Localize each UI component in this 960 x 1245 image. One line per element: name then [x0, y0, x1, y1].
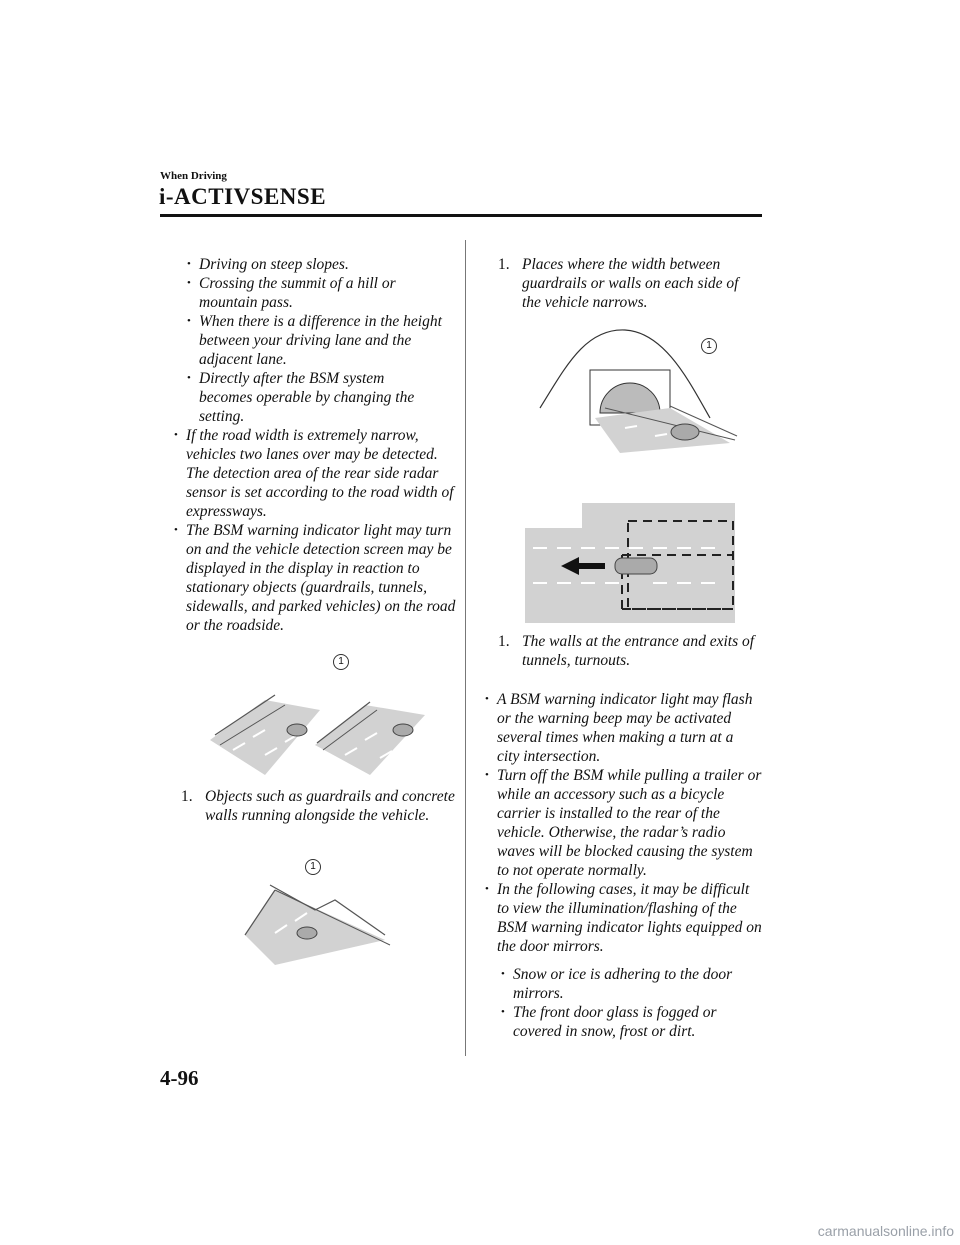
- sub-bullet-item: • When there is a difference in the height between your driving lane and the adjacent lane.: [199, 312, 449, 369]
- page-number: 4-96: [160, 1066, 199, 1090]
- figure-caption: [498, 632, 757, 670]
- bullet-item: • In the following cases, it may be difficult to view the illumination/flashing of the BSM warning indicator lights equipped on the door mirrors.: [497, 880, 763, 956]
- sub-bullet-item: • Snow or ice is adhering to the door mirrors.: [513, 965, 753, 1003]
- sub-bullet-item: • Directly after the BSM system becomes operable by changing the setting.: [199, 369, 439, 426]
- title-rule: [160, 214, 762, 217]
- figure-tunnel: [525, 328, 745, 458]
- bullet-item: • If the road width is extremely narrow, vehicles two lanes over may be detected. The detection area of the rear side radar sensor is set according to the road width of expressways.: [186, 426, 464, 521]
- caption-number: 1.: [181, 788, 193, 805]
- caption-text: Objects such as guardrails and concrete walls running alongside the vehicle.: [205, 788, 455, 824]
- figure-turnout: [525, 503, 735, 628]
- guardrail-illustration: [205, 650, 440, 780]
- bullet-item: • A BSM warning indicator light may flash or the warning beep may be activated several times when making a turn at a city intersection.: [497, 690, 759, 766]
- callout-marker: 1: [333, 654, 349, 670]
- caption-text: The walls at the entrance and exits of tunnels, turnouts.: [522, 633, 755, 669]
- figure-caption: [181, 787, 455, 825]
- page-title: i-ACTIVSENSE: [159, 184, 327, 209]
- sub-bullet-item: • Driving on steep slopes.: [199, 255, 449, 274]
- callout-marker: 1: [701, 338, 717, 354]
- sub-bullet-item: • The front door glass is fogged or covered in snow, frost or dirt.: [513, 1003, 753, 1041]
- section-label: When Driving: [160, 170, 227, 182]
- footer-bar: [0, 1216, 960, 1245]
- callout-marker: 1: [305, 859, 321, 875]
- bullet-item: • The BSM warning indicator light may turn on and the vehicle detection screen may be displayed in the display in reaction to stationary objects (guardrails, tunnels, sidewalls, and parked vehicles) on the road or the roadside.: [186, 521, 456, 635]
- caption-text: Places where the width between guardrails or walls on each side of the vehicle narrows.: [522, 256, 739, 311]
- caption-number: 1.: [498, 633, 510, 650]
- turnout-illustration: [525, 503, 735, 628]
- figure-guardrails: [205, 650, 440, 780]
- column-divider: [465, 240, 466, 1056]
- footer-watermark: carmanualsonline.info: [817, 1223, 954, 1239]
- caption-number: 1.: [498, 256, 510, 273]
- sub-bullet-item: • Crossing the summit of a hill or mountain pass.: [199, 274, 449, 312]
- bullet-item: • Turn off the BSM while pulling a trailer or while an accessory such as a bicycle carrier is installed to the rear of the vehicle. Otherwise, the radar’s radio waves will be blocked causing the system to not operate normally.: [497, 766, 763, 880]
- figure-concrete-wall: [235, 855, 395, 970]
- figure-caption: [498, 255, 757, 312]
